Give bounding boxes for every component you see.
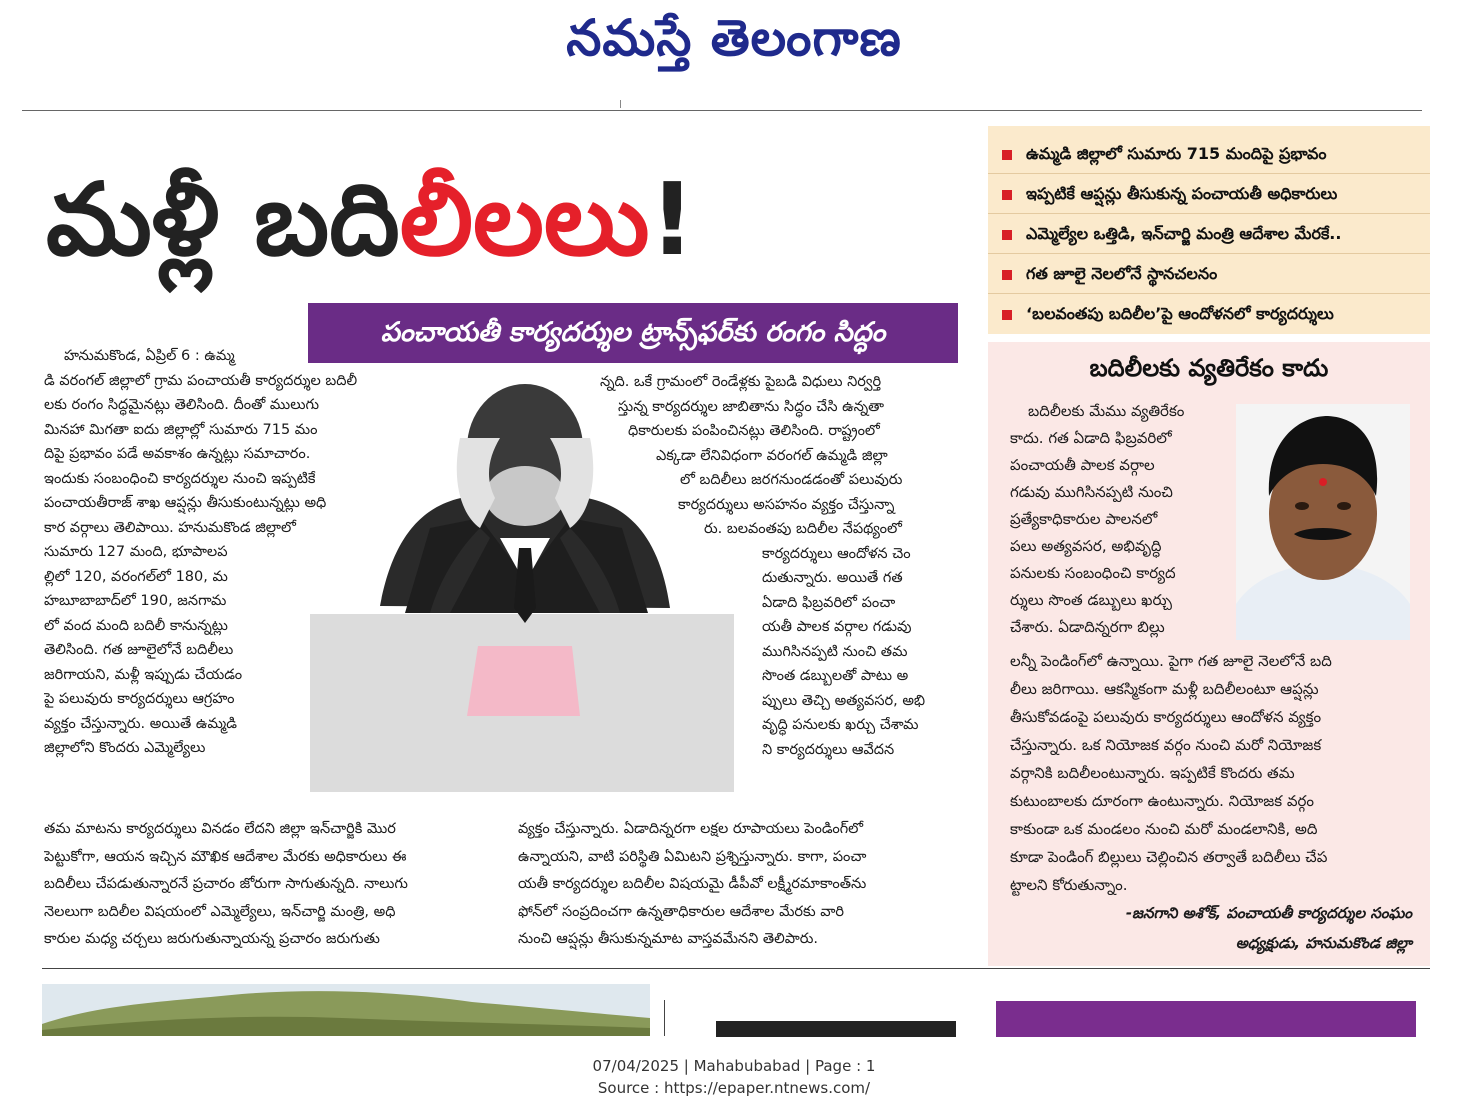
footer-date-edition: 07/04/2025 | Mahabubabad | Page : 1 [592,1057,876,1075]
article-column-1-bottom: తమ మాటను కార్యదర్శులు వినడం లేదని జిల్లా ఇన్‌చార్జికి మొర పెట్టుకోగా, ఆయన ఇచ్చిన మౌఖిక ఆదేశాల మేరకు అధికారులు ఈ బదిలీలు చేపడుతున్నారనే ప్రచారం జోరుగా సాగుతున్నది. నాలుగు నెలలుగా బదిలీల విషయంలో ఎమ్మెల్యేలు, ఇన్‌చార్జి మంత్రి, అధి కారుల మధ్య చర్చలు జరుగుతున్నాయన్న ప్రచారం జరుగుతు [44,821,408,947]
bottom-column-divider [664,1000,665,1036]
next-article-photo [42,984,650,1036]
page-footer [0,1055,1468,1099]
masthead-divider-tick [620,100,621,108]
highlight-item: గత జూలై నెలలోనే స్థానచలనం [988,254,1430,294]
bullet-square-icon [1002,190,1012,200]
article-column-1: హనుమకొండ, ఏప్రిల్ 6 : ఉమ్మ డి వరంగల్ జిల్లాలో గ్రామ పంచాయతీ కార్యదర్శుల బదిలీ లకు రంగం సిద్ధమైనట్లు తెలిసింది. దీంతో ములుగు మినహా మిగతా ఐదు జిల్లాల్లో సుమారు 715 మం దిపై ప్రభావం పడే అవకాశం ఉన్నట్లు సమాచారం. ఇందుకు సంబంధించి కార్యదర్శుల నుంచి ఇప్పటికే పంచాయతీరాజ్ శాఖ ఆప్షన్లు తీసుకుంటున్నట్లు అధి కార వర్గాలు తెలిపాయి. హనుమకొండ జిల్లాలో సుమారు 127 మంది, భూపాలప ల్లిలో 120, వరంగల్‌లో 180, మ హబూబాబాద్‌లో 190, జనగామ లో వంద మంది బదిలీ కానున్నట్లు తెలిసింది. గత జూలైలోనే బదిలీలు జరిగాయని, మళ్లీ ఇప్పుడు చేయడం పై పలువురు కార్యదర్శులు ఆగ్రహం వ్యక్తం చేస్తున్నారు. అయితే ఉమ్మడి జిల్లాలోని కొందరు ఎమ్మెల్యేలు [44,348,358,756]
bullet-square-icon [1002,150,1012,160]
article-column-2: న్నది. ఒకే గ్రామంలో రెండేళ్లకు పైబడి విధులు నిర్వర్తి స్తున్న కార్యదర్శుల జాబితాను సిద్ధం చేసి ఉన్నతా ధికారులకు పంపించినట్లు తెలిసింది. రాష్ట్రంలో ఎక్కడా లేనివిధంగా వరంగల్ ఉమ్మడి జిల్లా లో బదిలీలు జరగనుండడంతో పలువురు కార్యదర్శులు అసహనం వ్యక్తం చేస్తున్నా రు. బలవంతపు బదిలీల నేపథ్యంలో కార్యదర్శులు ఆందోళన చెం దుతున్నారు. అయితే గత ఏడాది ఫిబ్రవరిలో పంచా యతీ పాలక వర్గాల గడువు ముగిసినప్పటి నుంచి తమ సొంత డబ్బులతో పాటు అ ప్పులు తెచ్చి అత్యవసర, అభి వృద్ధి పనులకు ఖర్చు చేశామ ని కార్యదర్శులు ఆవేదన [600,374,926,758]
portrait-image [1236,404,1410,640]
highlight-item: ఇప్పటికే ఆప్షన్లు తీసుకున్న పంచాయతీ అధికారులు [988,174,1430,214]
masthead-logo: నమస్తే తెలంగాణ [566,8,902,67]
bullet-square-icon [1002,270,1012,280]
footer-source: Source : https://epaper.ntnews.com/ [597,1079,871,1097]
next-article-headline-cropped [676,995,1430,1037]
sidebox-title: బదిలీలకు వ్యతిరేకం కాదు [1089,354,1329,382]
bullet-square-icon [1002,310,1012,320]
headline-part-1: మళ్లీ బది [46,161,400,278]
signature-line-2: అధ్యక్షుడు, హనుమకొండ జిల్లా [1235,934,1412,952]
sidebox-signature [1000,898,1412,958]
highlight-item: ఎమ్మెల్యేల ఒత్తిడి, ఇన్‌చార్జి మంత్రి ఆదేశాల మేరకే.. [988,214,1430,254]
headline [46,150,966,290]
signature-line-1: -జనగాని అశోక్, పంచాయతీ కార్యదర్శుల సంఘం [1125,904,1412,922]
person-photo [1236,404,1410,640]
bullet-square-icon [1002,230,1012,240]
highlight-item: ఉమ్మడి జిల్లాలో సుమారు 715 మందిపై ప్రభావం [988,134,1430,174]
highlights-box [988,126,1430,334]
article-column-2-bottom: వ్యక్తం చేస్తున్నారు. ఏడాదిన్నరగా లక్షల రూపాయలు పెండింగ్‌లో ఉన్నాయని, వాటి పరిస్థితి ఏమిటని ప్రశ్నిస్తున్నారు. కాగా, పంచా యతీ కార్యదర్శుల బదిలీల విషయమై డీపీవో లక్ష్మీరమాకాంత్‌ను ఫోన్‌లో సంప్రదించగా ఉన్నతాధికారుల ఆదేశాల మేరకు వారి నుంచి ఆప్షన్లు తీసుకున్నమాట వాస్తవమేనని తెలిపారు. [518,821,867,947]
headline-exclamation: ! [649,161,696,278]
highlight-item: ‘బలవంతపు బదిలీల’పై ఆందోళనలో కార్యదర్శులు [988,294,1430,333]
bottom-rule [42,968,1430,969]
landscape-image [42,984,650,1036]
top-rule [22,110,1422,111]
cropped-headline-graphic [676,995,1430,1037]
headline-part-2: లీలలు [399,161,650,278]
highlights-list [988,126,1430,333]
subheadline: పంచాయతీ కార్యదర్శుల ట్రాన్స్‌ఫర్‌కు రంగం సిద్ధం [308,303,958,363]
